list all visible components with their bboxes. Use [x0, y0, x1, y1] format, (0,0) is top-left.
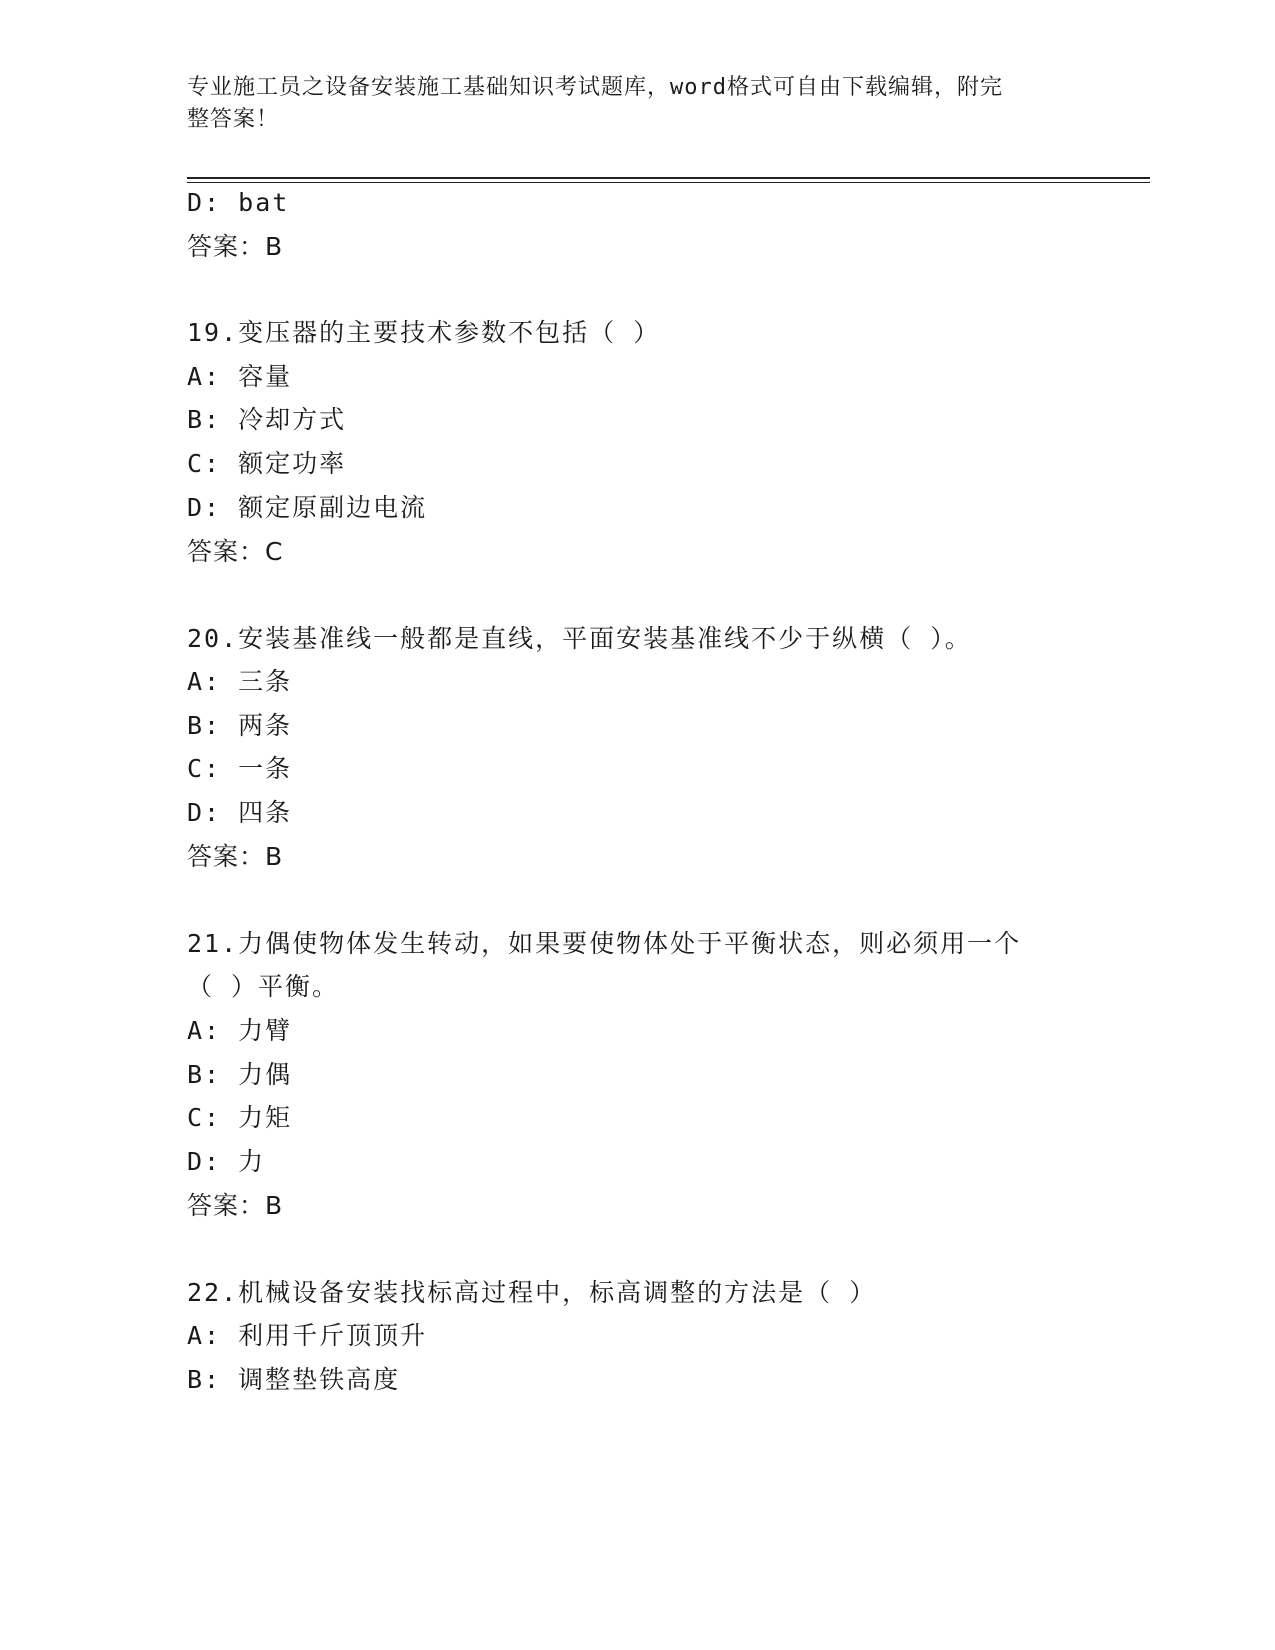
question-21-option-d: D: 力 [187, 1147, 266, 1176]
prev-answer: 答案：B [187, 232, 284, 261]
question-21-option-a: A: 力臂 [187, 1016, 293, 1045]
question-20-option-b: B: 两条 [187, 711, 293, 740]
question-20-option-a: A: 三条 [187, 667, 293, 696]
question-20-stem: 20.安装基准线一般都是直线，平面安装基准线不少于纵横（ ）。 [187, 624, 972, 653]
document-header [187, 72, 1067, 136]
question-22-stem: 22.机械设备安装找标高过程中，标高调整的方法是（ ） [187, 1278, 877, 1307]
question-21-stem-line-1: 21.力偶使物体发生转动，如果要使物体处于平衡状态，则必须用一个 [187, 929, 1022, 958]
header-rule-thin [187, 182, 1150, 183]
header-line-2: 整答案！ [187, 107, 280, 132]
question-22-option-b: B: 调整垫铁高度 [187, 1365, 401, 1394]
question-19-option-d: D: 额定原副边电流 [187, 493, 428, 522]
prev-option-d: D: bat [187, 188, 290, 217]
header-rule-thick [187, 177, 1150, 179]
question-21-stem-line-2: （ ）平衡。 [187, 972, 340, 1001]
question-22-option-a: A: 利用千斤顶顶升 [187, 1321, 428, 1350]
question-19-answer: 答案：C [187, 537, 284, 566]
question-21-answer: 答案：B [187, 1191, 284, 1220]
question-19-stem: 19.变压器的主要技术参数不包括（ ） [187, 318, 661, 347]
question-20-answer: 答案：B [187, 842, 284, 871]
question-19-option-c: C: 额定功率 [187, 449, 347, 478]
question-21-option-b: B: 力偶 [187, 1060, 293, 1089]
question-20-option-d: D: 四条 [187, 798, 293, 827]
question-20-option-c: C: 一条 [187, 754, 293, 783]
header-line-1: 专业施工员之设备安装施工基础知识考试题库，word格式可自由下载编辑，附完 [187, 75, 1003, 100]
question-19-option-a: A: 容量 [187, 362, 293, 391]
question-19-option-b: B: 冷却方式 [187, 405, 347, 434]
question-21-option-c: C: 力矩 [187, 1103, 293, 1132]
